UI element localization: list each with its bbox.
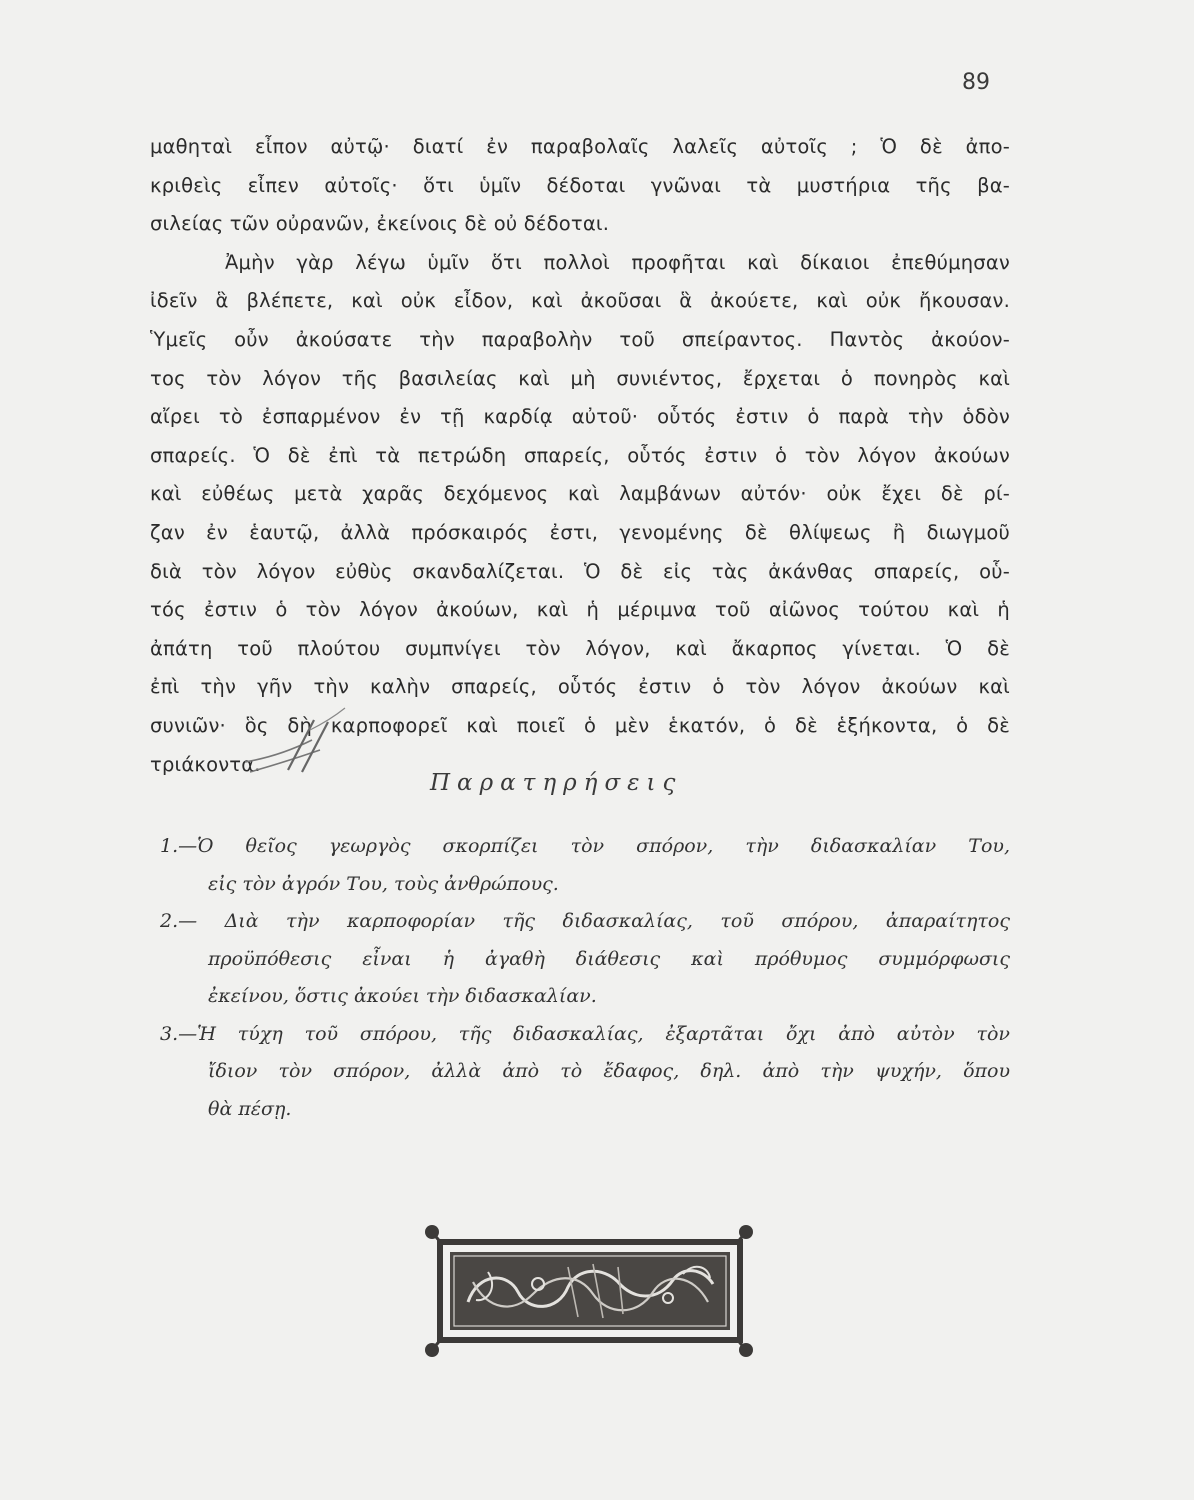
text-line: ἀπάτη τοῦ πλούτου συμπνίγει τὸν λόγον, καὶ ἄκαρπος γίνεται. Ὁ δὲ [150, 636, 1010, 660]
text-line: διὰ τὸν λόγον εὐθὺς σκανδαλίζεται. Ὁ δὲ εἰς τὰς ἀκάνθας σπαρείς, οὗ- [150, 559, 1010, 583]
text-line: μαθηταὶ εἶπον αὐτῷ· διατί ἐν παραβολαῖς λαλεῖς αὐτοῖς ; Ὁ δὲ ἀπο- [150, 135, 1010, 158]
note-line: ἴδιον τὸν σπόρον, ἀλλὰ ἀπὸ τὸ ἔδαφος, δηλ. ἀπὸ τὴν ψυχήν, ὅπου [208, 1060, 1010, 1082]
text-line: ἰδεῖν ἃ βλέπετε, καὶ οὐκ εἶδον, καὶ ἀκοῦσαι ἃ ἀκούετε, καὶ οὐκ ἤκουσαν. [150, 289, 1010, 313]
note-line: ἐκείνου, ὅστις ἀκούει τὴν διδασκαλίαν. [208, 985, 597, 1007]
note-line: θὰ πέσῃ. [208, 1097, 292, 1120]
note-item [160, 1016, 1010, 1129]
handwritten-mark-icon [240, 700, 350, 780]
note-line: 3.—Ἡ τύχη τοῦ σπόρου, τῆς διδασκαλίας, ἐξαρτᾶται ὄχι ἀπὸ αὐτὸν τὸν [160, 1022, 1010, 1045]
note-item [160, 903, 1010, 1016]
text-line: σπαρείς. Ὁ δὲ ἐπὶ τὰ πετρώδη σπαρείς, οὗτός ἐστιν ὁ τὸν λόγον ἀκούων [150, 443, 1010, 467]
page-number: 89 [962, 70, 990, 95]
section-heading: Παρατηρήσεις [430, 770, 683, 796]
text-line: κριθεὶς εἶπεν αὐτοῖς· ὅτι ὑμῖν δέδοται γνῶναι τὰ μυστήρια τῆς βα- [150, 173, 1010, 197]
note-line: 1.—Ὁ θεῖος γεωργὸς σκορπίζει τὸν σπόρον, τὴν διδασκαλίαν Του, [160, 835, 1010, 857]
decorative-ornament-icon [418, 1222, 758, 1360]
text-line: αἴρει τὸ ἐσπαρμένον ἐν τῇ καρδίᾳ αὐτοῦ· οὗτός ἐστιν ὁ παρὰ τὴν ὁδὸν [150, 405, 1010, 429]
body-text [150, 128, 1010, 784]
text-line: τος τὸν λόγον τῆς βασιλείας καὶ μὴ συνιέντος, ἔρχεται ὁ πονηρὸς καὶ [150, 366, 1010, 390]
text-line: Ἀμὴν γὰρ λέγω ὑμῖν ὅτι πολλοὶ προφῆται καὶ δίκαιοι ἐπεθύμησαν [225, 250, 1010, 274]
text-line: ζαν ἐν ἑαυτῷ, ἀλλὰ πρόσκαιρός ἐστι, γενομένης δὲ θλίψεως ἢ διωγμοῦ [150, 520, 1010, 544]
text-line: τριάκοντα. [150, 752, 261, 776]
text-line: Ὑμεῖς οὖν ἀκούσατε τὴν παραβολὴν τοῦ σπείραντος. Παντὸς ἀκούον- [150, 327, 1010, 351]
text-line: τός ἐστιν ὁ τὸν λόγον ἀκούων, καὶ ἡ μέριμνα τοῦ αἰῶνος τούτου καὶ ἡ [150, 598, 1010, 622]
text-line: συνιῶν· ὃς δὴ καρποφορεῖ καὶ ποιεῖ ὁ μὲν ἑκατόν, ὁ δὲ ἑξήκοντα, ὁ δὲ [150, 713, 1010, 737]
note-line: προϋπόθεσις εἶναι ἡ ἀγαθὴ διάθεσις καὶ πρόθυμος συμμόρφωσις [208, 947, 1010, 970]
note-item [160, 828, 1010, 903]
note-line: εἰς τὸν ἀγρόν Του, τοὺς ἀνθρώπους. [208, 872, 559, 895]
text-line: καὶ εὐθέως μετὰ χαρᾶς δεχόμενος καὶ λαμβάνων αὐτόν· οὐκ ἔχει δὲ ρί- [150, 482, 1010, 506]
notes-list [160, 828, 1010, 1128]
text-line: ἐπὶ τὴν γῆν τὴν καλὴν σπαρείς, οὗτός ἐστιν ὁ τὸν λόγον ἀκούων καὶ [150, 675, 1010, 699]
text-line: σιλείας τῶν οὐρανῶν, ἐκείνοις δὲ οὐ δέδοται. [150, 212, 610, 236]
note-line: 2.— Διὰ τὴν καρποφορίαν τῆς διδασκαλίας, τοῦ σπόρου, ἀπαραίτητος [160, 910, 1010, 932]
